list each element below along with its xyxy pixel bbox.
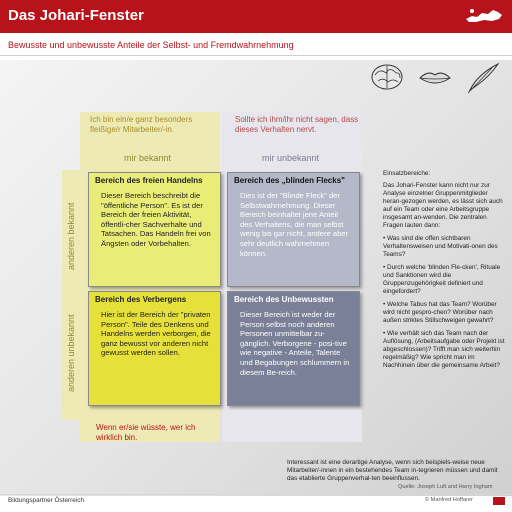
- brain-icon: [372, 65, 402, 89]
- quadrant-blind-spot: [227, 172, 360, 287]
- feather-quill-icon: [468, 64, 498, 93]
- illustration-icons: [370, 60, 505, 95]
- row-header-known: anderen bekannt: [66, 202, 76, 270]
- interest-note: Interessant ist eine derartige Analyse, wenn sich beispiels-weise neue Mitarbeiter/-innen in ein bestehendes Team in-tegrieren müssen und damit das etablierte Gruppenverhal-ten beeinflussen.: [287, 459, 498, 482]
- quadrant-text: Dies ist der "Blinde Fleck" der Selbstwahrnehmung. Dieser Bereich beinhaltet jene Anteil des Verhaltens, die man selbst wenig bis gar nicht, andere aber sehr deutlich wahrnehmen können.: [240, 191, 349, 258]
- footer-marker: [493, 497, 505, 505]
- row-header-unknown: anderen unbekannt: [66, 314, 76, 392]
- header-bar: [0, 0, 512, 33]
- quadrant-title: Bereich des Verbergens: [95, 295, 187, 304]
- sidebar-question-2: • Durch welche 'blinden Fle-cken', Rituale und Sanktionen wird die Gruppenzugehörigkeit definiert und eingefordert?: [383, 264, 501, 295]
- sidebar-question-4: • Wie verhält sich das Team nach der Auflösung, (Arbeitsaufgabe oder Projekt ist abgeschlossen)? Trifft man sich weiterhin regelmäßig? Wie spricht man im Nachhinein über die gemeinsame Arbeit?: [383, 330, 505, 369]
- footer-divider: [0, 494, 512, 495]
- quadrant-title: Bereich des Unbewussten: [234, 295, 334, 304]
- sidebar-question-3: • Welche Tabus hat das Team? Worüber wird nicht gespro-chen? Worüber nach außen striktes Stillschweigen gewahrt?: [383, 301, 497, 324]
- source-credit: Quelle: Joseph Luft and Harry Ingham: [398, 484, 493, 490]
- page-subtitle: Bewusste und unbewusste Anteile der Selbst- und Fremdwahrnehmung: [8, 40, 294, 50]
- unknown-column-quote: Sollte ich ihm/ihr nicht sagen, dass dieses Verhalten nervt.: [235, 115, 359, 134]
- sidebar-intro: Das Johari-Fenster kann nicht nur zur Analyse einzelner Gruppenmitglieder heran-gezogen werden, es lässt sich auch auf ein Team oder eine Arbeitsgruppe insgesamt an-wenden. Die zentralen Fragen lauten dann:: [383, 182, 503, 229]
- quadrant-text: Hier ist der Bereich der "privaten Person". Teile des Denkens und Handelns werden verborgen, die ganz bewusst vor anderen nicht gewusst werden sollen.: [101, 310, 211, 358]
- page-title: Das Johari-Fenster: [8, 7, 144, 24]
- footer-brand: Bildungspartner Österreich: [8, 497, 85, 504]
- usage-sidebar: [383, 170, 507, 375]
- copyright-text: © Manfred Hoffarer: [425, 497, 473, 503]
- austria-map-logo: [464, 5, 504, 27]
- sidebar-heading: Einsatzbereiche:: [383, 170, 431, 177]
- column-header-known: mir bekannt: [124, 153, 172, 163]
- hidden-row-quote: Wenn er/sie wüsste, wer ich wirklich bin.: [96, 423, 196, 442]
- quadrant-free-activity: [88, 172, 221, 287]
- header-divider: [0, 55, 512, 56]
- column-header-unknown: mir unbekannt: [262, 153, 320, 163]
- quadrant-text: Dieser Bereich beschreibt die "öffentliche Person". Es ist der Bereich der freien Aktivität, öffentli-cher Sachverhalte und Tatsachen. Das Handeln frei von Ängsten oder Vorbehalten.: [101, 191, 211, 248]
- quadrant-unknown: [227, 291, 360, 406]
- quadrant-hidden: [88, 291, 221, 406]
- quadrant-title: Bereich des „blinden Flecks": [234, 176, 345, 185]
- lips-icon: [420, 73, 450, 83]
- quadrant-text: Dieser Bereich ist weder der Person selbst noch anderen Personen unmittelbar zu-gänglich. Verborgene - posi-tive wie negative - Anteile, Talente und Begabungen schlummern in diesem Be-reich.: [240, 310, 350, 377]
- sidebar-question-1: • Was sind die offen sichtbaren Verhaltensweisen und Motivati-onen des Teams?: [383, 235, 498, 258]
- known-column-quote: Ich bin ein/e ganz besonders fleißige/r Mitarbeiter/-in.: [90, 115, 193, 134]
- quadrant-title: Bereich des freien Handelns: [95, 176, 203, 185]
